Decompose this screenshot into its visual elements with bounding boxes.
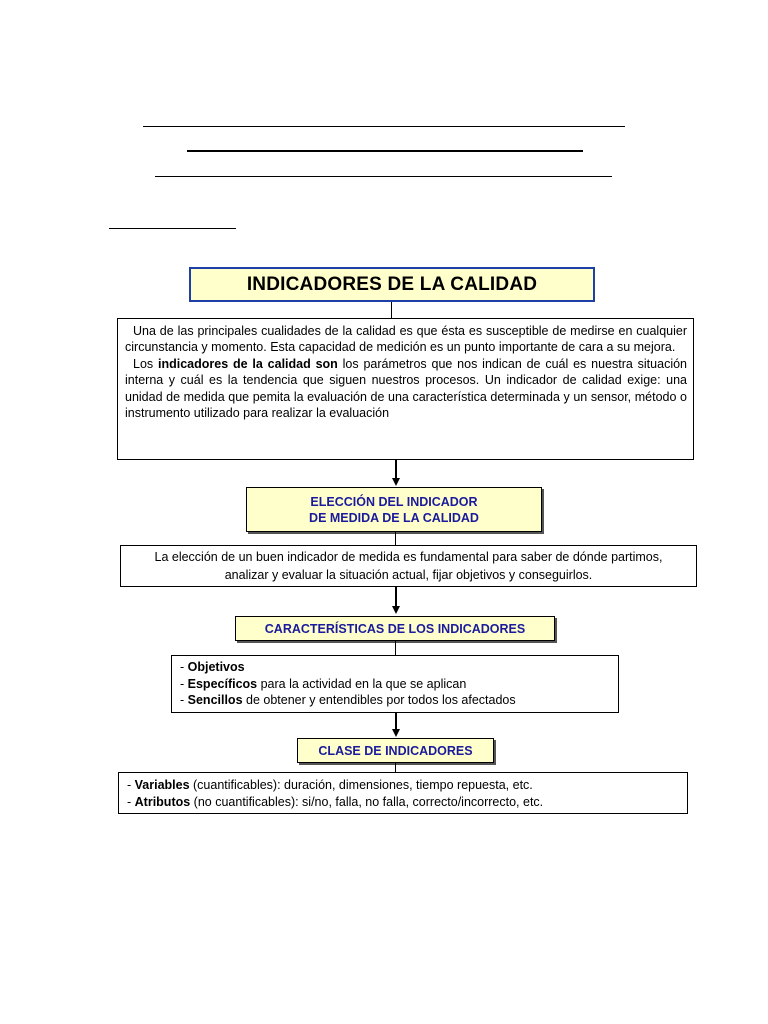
arrow-down-icon bbox=[392, 478, 400, 486]
caracteristicas-heading: CARACTERÍSTICAS DE LOS INDICADORES bbox=[264, 621, 526, 636]
arrow-line bbox=[395, 460, 397, 478]
clase-heading-box bbox=[297, 738, 494, 763]
list-item: - Variables (cuantificables): duración, dimensiones, tiempo repuesta, etc. bbox=[127, 778, 533, 792]
clase-heading: CLASE DE INDICADORES bbox=[318, 743, 473, 758]
eleccion-heading-line2: DE MEDIDA DE LA CALIDAD bbox=[309, 510, 479, 525]
main-title: INDICADORES DE LA CALIDAD bbox=[246, 273, 538, 295]
arrow-down-icon bbox=[392, 606, 400, 614]
header-rule-1 bbox=[143, 126, 625, 127]
arrow-down-icon bbox=[392, 729, 400, 737]
section-rule bbox=[109, 228, 236, 229]
intro-box bbox=[117, 318, 694, 460]
header-rule-3 bbox=[155, 176, 612, 177]
connector-line bbox=[395, 763, 396, 772]
list-item: - Específicos para la actividad en la que se aplican bbox=[180, 676, 467, 691]
caracteristicas-list-box bbox=[171, 655, 619, 713]
list-item: - Sencillos de obtener y entendibles por todos los afectados bbox=[180, 693, 516, 707]
eleccion-text: La elección de un buen indicador de medida es fundamental para saber de dónde partimos, analizar y evaluar la situación actual, fijar objetivos y conseguirlos. bbox=[154, 550, 663, 582]
intro-paragraph-2: Los indicadores de la calidad son los parámetros que nos indican de cuál es nuestra situación interna y cuál es la tendencia que siguen nuestros procesos. Un indicador de calidad exige: una unidad de medida que pemita la evaluación de una característica determinada y un sensor, método o instrumento utilizado para realizar la evaluación bbox=[125, 356, 687, 421]
intro-bold-phrase: indicadores de la calidad son bbox=[158, 356, 338, 371]
eleccion-heading-box bbox=[246, 487, 542, 532]
caracteristicas-heading-box bbox=[235, 616, 555, 641]
connector-line bbox=[391, 302, 392, 318]
connector-line bbox=[395, 532, 396, 545]
list-item: - Atributos (no cuantificables): si/no, falla, no falla, correcto/incorrecto, etc. bbox=[127, 794, 544, 809]
main-title-box bbox=[189, 267, 595, 302]
connector-line bbox=[395, 641, 396, 655]
arrow-line bbox=[395, 587, 397, 606]
eleccion-text-box bbox=[120, 545, 697, 587]
eleccion-heading-line1: ELECCIÓN DEL INDICADOR bbox=[310, 494, 478, 509]
list-item: - Objetivos bbox=[180, 660, 245, 674]
header-rule-2 bbox=[187, 150, 583, 152]
intro-paragraph-1: Una de las principales cualidades de la calidad es que ésta es susceptible de medirse en cualquier circunstancia y momento. Esta capacidad de medición es un punto importante de cara a su mejora. bbox=[125, 324, 687, 355]
arrow-line bbox=[395, 713, 397, 729]
clase-list-box bbox=[118, 772, 688, 814]
